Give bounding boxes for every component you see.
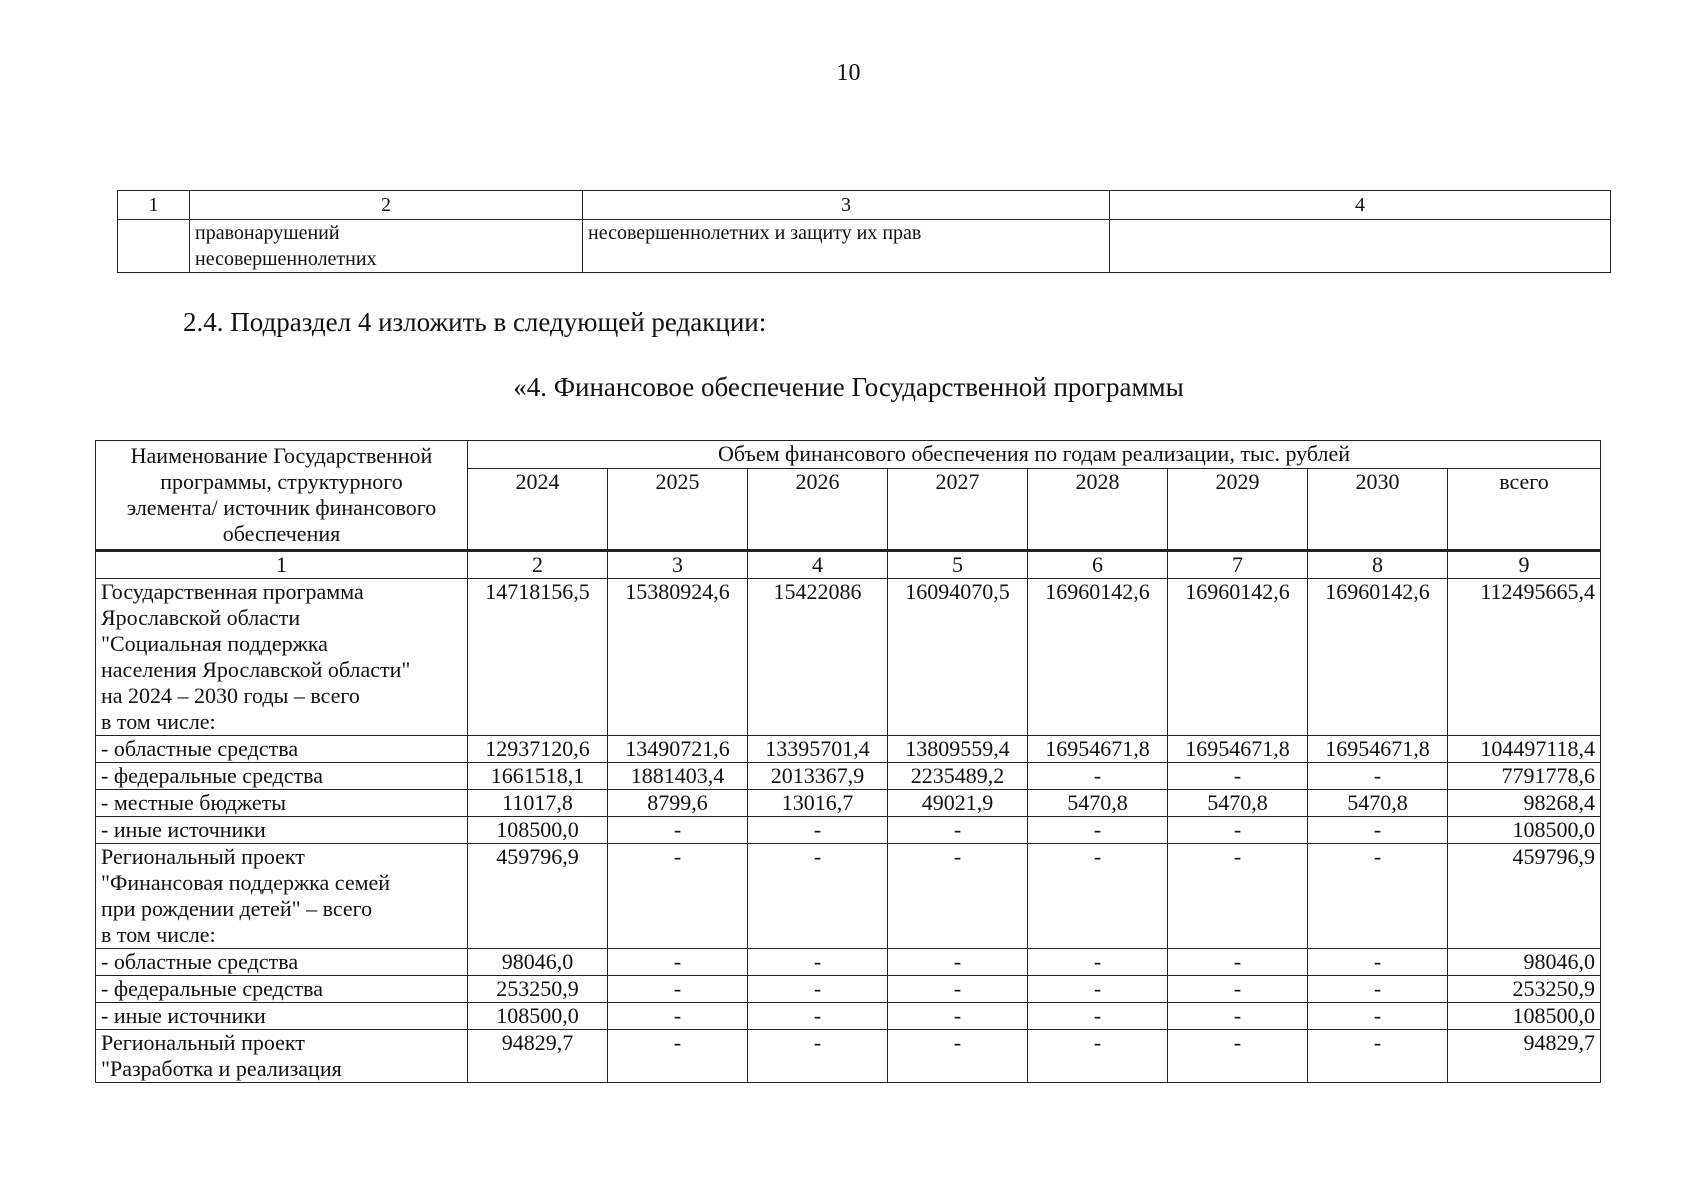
total-value-cell: 108500,0: [1448, 817, 1601, 844]
value-cell: 16954671,8: [1168, 736, 1308, 763]
value-cell: 14718156,5: [468, 579, 608, 736]
value-cell: -: [1168, 976, 1308, 1003]
column-number: 5: [888, 551, 1028, 579]
value-cell: 94829,7: [468, 1030, 608, 1083]
header-line: Наименование Государственной: [130, 443, 433, 468]
value-cell: -: [888, 1030, 1028, 1083]
column-numbers-row: [96, 551, 1601, 579]
value-cell: 2235489,2: [888, 763, 1028, 790]
value-cell: -: [1168, 817, 1308, 844]
table-header-row: [118, 191, 1611, 220]
column-number: 4: [748, 551, 888, 579]
row-name-line: Региональный проект: [101, 1030, 305, 1055]
row-name-line: "Социальная поддержка: [101, 631, 328, 656]
total-value-cell: 104497118,4: [1448, 736, 1601, 763]
row-name-line: в том числе:: [101, 709, 216, 734]
row-name-cell: [96, 736, 468, 763]
row-name-line: при рождении детей" – всего: [101, 896, 373, 921]
value-cell: -: [1308, 976, 1448, 1003]
column-number: 2: [468, 551, 608, 579]
table-cell: [1110, 220, 1611, 273]
year-header: 2028: [1028, 469, 1168, 551]
section-title: «4. Финансовое обеспечение Государственной программы: [513, 372, 1184, 402]
value-cell: 253250,9: [468, 976, 608, 1003]
year-header: 2027: [888, 469, 1028, 551]
value-cell: -: [608, 976, 748, 1003]
row-name-line: - областные средства: [101, 736, 299, 761]
row-name-line: "Разработка и реализация: [101, 1056, 342, 1081]
row-name-cell: [96, 790, 468, 817]
table-cell: [190, 220, 583, 273]
value-cell: -: [888, 844, 1028, 949]
total-value-cell: 459796,9: [1448, 844, 1601, 949]
table-row: [96, 976, 1601, 1003]
value-cell: -: [1168, 1003, 1308, 1030]
value-cell: -: [608, 844, 748, 949]
header-cell: 3: [583, 191, 1110, 220]
value-cell: -: [1308, 817, 1448, 844]
value-cell: 108500,0: [468, 817, 608, 844]
value-cell: 13809559,4: [888, 736, 1028, 763]
header-cell: 4: [1110, 191, 1611, 220]
value-cell: -: [1168, 1030, 1308, 1083]
row-name-cell: [96, 817, 468, 844]
value-cell: -: [1308, 949, 1448, 976]
value-cell: 5470,8: [1028, 790, 1168, 817]
value-cell: 16094070,5: [888, 579, 1028, 736]
value-cell: -: [608, 1003, 748, 1030]
year-header: 2029: [1168, 469, 1308, 551]
cell-line: правонарушений: [195, 222, 340, 244]
value-cell: -: [1308, 1030, 1448, 1083]
page-number: 10: [836, 60, 861, 86]
table-row: [96, 1030, 1601, 1083]
value-cell: 5470,8: [1168, 790, 1308, 817]
table-cell: несовершеннолетних и защиту их прав: [583, 220, 1110, 273]
total-value-cell: 7791778,6: [1448, 763, 1601, 790]
column-number: 8: [1308, 551, 1448, 579]
value-cell: 49021,9: [888, 790, 1028, 817]
row-name-line: на 2024 – 2030 годы – всего: [101, 683, 360, 708]
value-cell: -: [1308, 763, 1448, 790]
value-cell: 16960142,6: [1308, 579, 1448, 736]
column-number: 1: [96, 551, 468, 579]
value-cell: -: [748, 817, 888, 844]
previous-table-fragment: [117, 190, 1611, 273]
value-cell: 16954671,8: [1308, 736, 1448, 763]
table-row: [96, 1003, 1601, 1030]
group-header: Объем финансового обеспечения по годам реализации, тыс. рублей: [468, 441, 1601, 469]
table-row: [96, 790, 1601, 817]
value-cell: -: [1028, 763, 1168, 790]
total-value-cell: 108500,0: [1448, 1003, 1601, 1030]
value-cell: 13016,7: [748, 790, 888, 817]
table-row: [96, 817, 1601, 844]
value-cell: -: [1308, 1003, 1448, 1030]
table-row: [118, 220, 1611, 273]
total-value-cell: 112495665,4: [1448, 579, 1601, 736]
value-cell: 8799,6: [608, 790, 748, 817]
row-name-line: "Финансовая поддержка семей: [101, 870, 391, 895]
value-cell: -: [888, 817, 1028, 844]
table-row: [96, 844, 1601, 949]
row-name-line: - местные бюджеты: [101, 790, 287, 815]
value-cell: -: [608, 1030, 748, 1083]
total-value-cell: 94829,7: [1448, 1030, 1601, 1083]
table-row: [96, 949, 1601, 976]
row-name-cell: [96, 844, 468, 949]
row-name-line: - областные средства: [101, 949, 299, 974]
row-name-line: Государственная программа: [101, 579, 364, 604]
row-name-line: - иные источники: [101, 817, 266, 842]
row-name-cell: [96, 1003, 468, 1030]
row-name-cell: [96, 976, 468, 1003]
value-cell: 15380924,6: [608, 579, 748, 736]
financing-table: [95, 440, 1601, 1083]
value-cell: 11017,8: [468, 790, 608, 817]
value-cell: 16960142,6: [1028, 579, 1168, 736]
table-header-row: [96, 441, 1601, 469]
value-cell: 5470,8: [1308, 790, 1448, 817]
total-value-cell: 98046,0: [1448, 949, 1601, 976]
header-cell: 2: [190, 191, 583, 220]
header-cell: 1: [118, 191, 190, 220]
column-number: 9: [1448, 551, 1601, 579]
row-name-cell: [96, 1030, 468, 1083]
value-cell: -: [1308, 844, 1448, 949]
value-cell: -: [748, 949, 888, 976]
header-line: элемента/ источник финансового: [126, 495, 437, 520]
value-cell: 1881403,4: [608, 763, 748, 790]
header-line: программы, структурного: [160, 469, 403, 494]
value-cell: -: [748, 976, 888, 1003]
column-number: 7: [1168, 551, 1308, 579]
row-name-cell: [96, 579, 468, 736]
row-name-line: в том числе:: [101, 922, 216, 947]
value-cell: -: [888, 1003, 1028, 1030]
value-cell: -: [608, 949, 748, 976]
value-cell: 1661518,1: [468, 763, 608, 790]
row-name-line: Ярославской области: [101, 605, 301, 630]
value-cell: 12937120,6: [468, 736, 608, 763]
table-cell: [118, 220, 190, 273]
value-cell: -: [1028, 949, 1168, 976]
value-cell: -: [748, 1030, 888, 1083]
row-name-line: - федеральные средства: [101, 976, 323, 1001]
value-cell: 15422086: [748, 579, 888, 736]
value-cell: -: [1028, 976, 1168, 1003]
value-cell: -: [1168, 949, 1308, 976]
cell-line: несовершеннолетних: [195, 248, 377, 270]
value-cell: 108500,0: [468, 1003, 608, 1030]
table-row: [96, 579, 1601, 736]
row-name-line: Региональный проект: [101, 844, 305, 869]
value-cell: -: [1168, 844, 1308, 949]
value-cell: -: [1028, 844, 1168, 949]
value-cell: -: [888, 949, 1028, 976]
name-column-header: [96, 441, 468, 551]
value-cell: -: [1028, 817, 1168, 844]
row-name-line: населения Ярославской области": [101, 657, 411, 682]
year-header: 2030: [1308, 469, 1448, 551]
value-cell: -: [748, 844, 888, 949]
total-value-cell: 253250,9: [1448, 976, 1601, 1003]
value-cell: -: [608, 817, 748, 844]
total-header: всего: [1448, 469, 1601, 551]
value-cell: 13395701,4: [748, 736, 888, 763]
total-value-cell: 98268,4: [1448, 790, 1601, 817]
value-cell: 2013367,9: [748, 763, 888, 790]
value-cell: -: [1168, 763, 1308, 790]
value-cell: -: [888, 976, 1028, 1003]
value-cell: -: [1028, 1030, 1168, 1083]
row-name-cell: [96, 949, 468, 976]
value-cell: -: [1028, 1003, 1168, 1030]
column-number: 3: [608, 551, 748, 579]
column-number: 6: [1028, 551, 1168, 579]
row-name-cell: [96, 763, 468, 790]
year-header: 2024: [468, 469, 608, 551]
table-row: [96, 763, 1601, 790]
year-header: 2025: [608, 469, 748, 551]
row-name-line: - иные источники: [101, 1003, 266, 1028]
value-cell: -: [748, 1003, 888, 1030]
instruction-text: 2.4. Подраздел 4 изложить в следующей редакции:: [183, 307, 767, 337]
row-name-line: - федеральные средства: [101, 763, 323, 788]
value-cell: 16960142,6: [1168, 579, 1308, 736]
value-cell: 13490721,6: [608, 736, 748, 763]
table-row: [96, 736, 1601, 763]
header-line: обеспечения: [222, 521, 341, 546]
year-header: 2026: [748, 469, 888, 551]
value-cell: 459796,9: [468, 844, 608, 949]
value-cell: 98046,0: [468, 949, 608, 976]
value-cell: 16954671,8: [1028, 736, 1168, 763]
